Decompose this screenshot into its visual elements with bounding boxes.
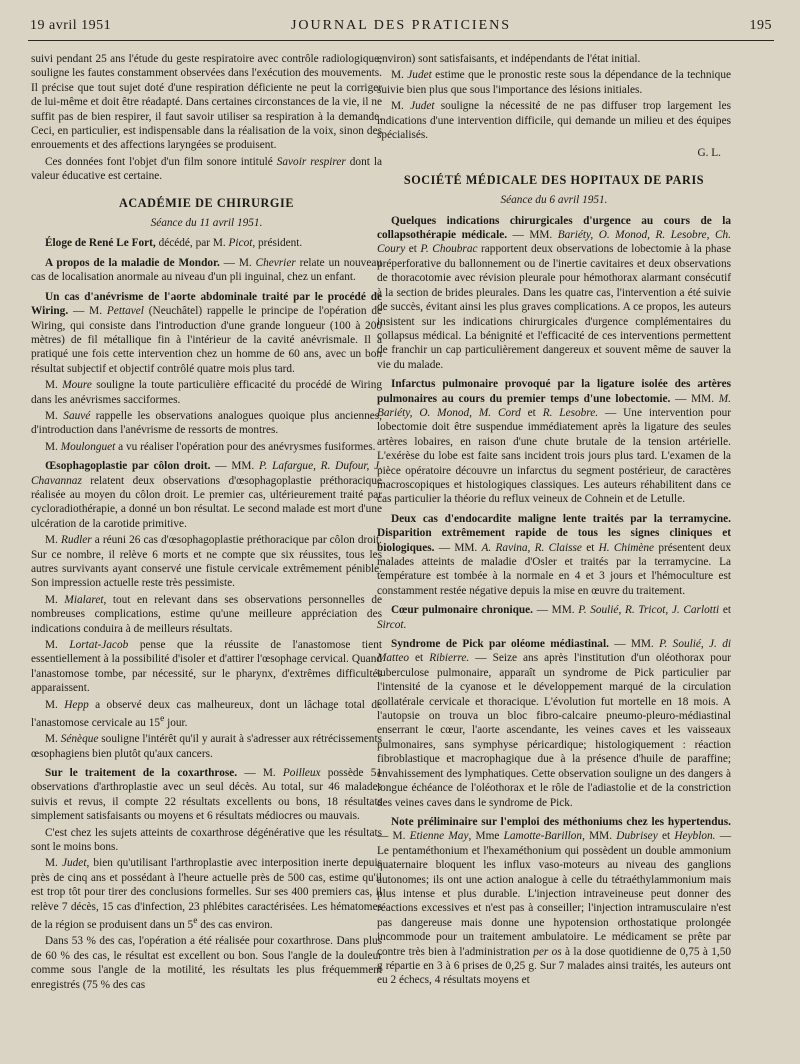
- header-date: 19 avril 1951: [30, 18, 112, 33]
- article: Éloge de René Le Fort, décédé, par M. Picot, président.: [45, 237, 303, 250]
- article: Cœur pulmonaire chronique. — MM. P. Soulié, R. Tricot, J. Carlotti et Sircot.: [377, 604, 732, 631]
- page-number: 195: [749, 18, 772, 33]
- paragraph: M. Judet souligne la nécessité de ne pas diffuser trop largement les indications d'une intervention difficile, qui demande un milieu et des équipes spécialisés.: [377, 100, 731, 142]
- paragraph: C'est chez les sujets atteints de coxarthrose dégénérative que les résultats sont le moins bons.: [31, 826, 382, 854]
- paragraph: Ces données font l'objet d'un film sonore intitulé Savoir respirer dont la valeur éducative est certaine.: [31, 155, 382, 183]
- article: Note préliminaire sur l'emploi des méthoniums chez les hypertendus. — M. Etienne May, Mme Lamotte-Barillon, MM. Dubrisey et Heyblon. — Le pentaméthonium et l'hexaméthonium qui possèdent un double ammonium quaternaire bloquent les influx vaso-moteurs au niveau des ganglions autonomes; ils ont une action analogue à celle du tétraéthylammonium mais plus intense et plus durable. L'injection intraveineuse peut donner des réactions excessives et n'est pas à conseiller; l'injection intramusculaire n'est pas dangereuse mais donne une hypotension orthostatique prolongée incommode pour un traitement ambulatoire. Le médicament se prête par contre très bien à l'administration per os à la dose quotidienne de 0,75 à 1,50 g répartie en 3 à 6 prises de 0,25 g. Sur 7 malades ainsi traités, les auteurs ont eu 2 échecs, 4 résultats moyens et: [377, 815, 732, 987]
- article-title: Syndrome de Pick par oléome médiastinal.: [391, 638, 609, 651]
- article-title: Infarctus pulmonaire provoqué par la ligature isolée des artères pulmonaires au cours du premier temps d'une lobectomie.: [377, 378, 731, 405]
- section-title: SOCIÉTÉ MÉDICALE DES HOPITAUX DE PARIS: [403, 172, 705, 187]
- section-title: ACADÉMIE DE CHIRURGIE: [118, 195, 295, 210]
- article-title: Œsophagoplastie par côlon droit.: [45, 460, 211, 473]
- paragraph: M. Judet, bien qu'utilisant l'arthroplastie avec interposition inerte depuis près de cinq ans et possédant à l'heure actuelle près de 500 cas, estime qu'il est trop tôt pour tirer des conclusions formelles. Sur ses 400 premiers cas, il relève 7 décès, 15 cas d'infection, 23 phlébites caractérisées. Les hématomes de la région se produisent dans un 5e des cas environ.: [31, 857, 382, 931]
- session-date: Séance du 11 avril 1951.: [150, 217, 263, 230]
- article: Œsophagoplastie par côlon droit. — MM. P. Lafargue, R. Dufour, J. Chavannaz relatent deux observations d'œsophagoplastie préthoracique réalisée au moyen du côlon droit. Le premier cas, ultérieurement traité par cycloradiothérapie, a donné un bon résultat. Le second malade est mort d'une ulcération de la carotide primitive.: [31, 460, 382, 530]
- left-column: [31, 52, 382, 992]
- article-title: Quelques indications chirurgicales d'urgence au cours de la collapsothérapie médicale.: [377, 214, 731, 242]
- article-title: Note préliminaire sur l'emploi des méthoniums chez les hypertendus.: [391, 815, 731, 828]
- paragraph: Dans 53 % des cas, l'opération a été réalisée pour coxarthrose. Dans plus de 60 % des cas, le résultat est excellent ou bon. Sous l'angle de la douleur comme sous l'angle de la motilité, les résultats les plus fréquemment enregistrés (75 % des cas: [31, 935, 382, 991]
- paragraph: M. Hepp a observé deux cas malheureux, dont un lâchage total de l'anastomose cervicale au 15e jour.: [31, 698, 382, 729]
- session-date: Séance du 6 avril 1951.: [500, 194, 608, 207]
- article-title: Deux cas d'endocardite maligne lente traités par la terramycine. Disparition extrêmement rapide de tous les signes cliniques et biologiques.: [377, 512, 731, 554]
- article: Syndrome de Pick par oléome médiastinal. — MM. P. Soulié, J. di Matteo et Ribierre. — Seize ans après l'institution d'un oléothorax pour tuberculose pulmonaire, apparaît un syndrome de Pick particulier par l'intensité de la cyanose et le développement marqué de la circulation collatérale cervicale et thoracique. L'évolution fut mortelle en 18 mois. A l'autopsie on trouva un bloc fibro-calcaire pneumo-pleuro-médiastinal enserrant le cœur, l'aorte ascendante, les veines caves et les vaisseaux pulmonaires, sans symphyse péricardique; histologiquement : réaction fibroblastique et macrophagique due à la présence d'huile de paraffine; envahissement des lymphatiques. Cette observation souligne un des dangers à longue échéance de l'oléothorax et le rôle de l'adiastolie et de la constriction des veines caves dans le syndrome de Pick.: [377, 638, 731, 809]
- journal-title: JOURNAL DES PRATICIENS: [290, 18, 512, 33]
- article-title: Cœur pulmonaire chronique.: [391, 604, 534, 617]
- paragraph: M. Mialaret, tout en relevant dans ses observations personnelles de nombreuses complications, estime qu'une meilleure appréciation des indications conduira à de meilleurs résultats.: [31, 593, 382, 635]
- author-signature: G. L.: [697, 147, 721, 160]
- article: Sur le traitement de la coxarthrose. — M. Poilleux possède 51 observations d'arthroplastie avec un seul décès. Au total, sur 46 malades suivis et revus, il compte 22 résultats excellents ou bons, 18 résultats simplement satisfaisants ou moyens et 6 résultats médiocres ou mauvais.: [31, 767, 383, 823]
- article: Un cas d'anévrisme de l'aorte abdominale traité par le procédé de Wiring. — M. Pettavel (Neuchâtel) rappelle le principe de l'opération de Wiring, qui consiste dans l'introduction d'une grande longueur (100 à 200 mètres) de fil métallique fin à l'intérieur de la cavité anévrismale. Il a pratiqué une fois cette intervention chez un homme de 60 ans, avec un bon résultat subjectif et objectif contrôlé quatre mois plus tard.: [31, 290, 382, 375]
- article-title: Sur le traitement de la coxarthrose.: [45, 767, 238, 780]
- paragraph: M. Moure souligne la toute particulière efficacité du procédé de Wiring dans les anévrismes sacciformes.: [31, 379, 382, 406]
- paragraph: environ) sont satisfaisants, et indépendants de l'état initial.: [377, 53, 641, 65]
- paragraph: M. Sénèque souligne l'intérêt qu'il y aurait à s'adresser aux rétrécissements œsophagiens bien plutôt qu'aux cancers.: [31, 733, 382, 760]
- article: Infarctus pulmonaire provoqué par la ligature isolée des artères pulmonaires au cours du premier temps d'une lobectomie. — MM. M. Bariéty, O. Monod, M. Cord et R. Lesobre. — Une intervention pour lobectomie doit être suspendue immédiatement après la ligature des seules artères lobaires, en raison d'une chute brutale de la tension artérielle. L'exérèse du lobe est faite sans incident trois jours plus tard. L'examen de la pièce opératoire découvre un infarctus du segment postérieur, de caractères macroscopiques et histologiques classiques. Les auteurs réhabilitent dans ce cas particulier la théorie du reflux veineux de Cohnein et de Letulle.: [377, 378, 732, 506]
- paragraph: M. Rudler a réuni 26 cas d'œsophagoplastie préthoracique par côlon droit. Sur ce nombre, il relève 6 morts et ne compte que six réussites, tous les autres survivants ayant conservé une fistule cervicale extrêmement pénible. Son impression actuelle reste très pessimiste.: [31, 534, 382, 590]
- article-title: Un cas d'anévrisme de l'aorte abdominale traité par le procédé de Wiring.: [31, 290, 382, 318]
- paragraph: M. Sauvé rappelle les observations analogues quoique plus anciennes, d'introduction dans l'anévrisme de ressorts de montres.: [31, 409, 382, 437]
- article-title: A propos de la maladie de Mondor.: [45, 256, 220, 269]
- paragraph: M. Lortat-Jacob pense que la réussite de l'anastomose tient essentiellement à la possibilité d'isoler et d'attirer l'œsophage cervical. Quand l'anastomose tombe, par nécessité, sur le pharynx, d'extrêmes difficultés apparaissent.: [31, 639, 382, 695]
- paragraph: suivi pendant 25 ans l'étude du geste respiratoire avec contrôle radiologique, souligne les fautes constamment observées dans l'exécution des mouvements. Il précise que tout sujet doté d'une respiration déficiente ne peut la corriger de lui-même et doit être réadapté. Dans certaines circonstances de la vie, il ne suffit pas de bien respirer, il faut savoir utiliser sa respiration à la demande. Ceci, en particulier, est indispensable dans la réalisation de la voix, sinon des enrouements et des affections laryngées se produisent.: [31, 53, 382, 152]
- article: A propos de la maladie de Mondor. — M. Chevrier relate un nouveau cas de localisation anormale au niveau d'un pli inguinal, chez un enfant.: [31, 256, 383, 284]
- page-header: [28, 16, 774, 38]
- article: Quelques indications chirurgicales d'urgence au cours de la collapsothérapie médicale. — MM. Bariéty, O. Monod, R. Lesobre, Ch. Coury et P. Choubrac rapportent deux observations de lobectomie à la phase préperforative du ballonnement ou de l'inertie cavitaires et deux observations de thoracotomie avec révision pleurale pour hémothorax alarmant consécutif à la section de brides pleurales. Dans les quatre cas, l'intervention a été suivie de succès, évitant ainsi les plus graves complications. A ce propos, les auteurs insistent sur les indications chirurgicales d'urgence complémentaires du collapsus médical. La bénignité et l'efficacité de ces interventions permettent de franchir un cap particulièrement dangereux et souvent même de sauver la vie du malade.: [377, 214, 732, 371]
- paragraph: M. Moulonguet a vu réaliser l'opération pour des anévrysmes fusiformes.: [45, 440, 376, 453]
- paragraph: M. Judet estime que le pronostic reste sous la dépendance de la technique suivie bien plus que sous l'importance des lésions initiales.: [377, 69, 731, 96]
- right-column: [377, 52, 731, 988]
- article: Deux cas d'endocardite maligne lente traités par la terramycine. Disparition extrêmement rapide de tous les signes cliniques et biologiques. — MM. A. Ravina, R. Claisse et H. Chimène présentent deux malades atteints de maladie d'Osler et traités par la terramycine. La température est tombée à la normale en 4 et 3 jours et l'hémoculture est constamment restée négative depuis la mise en œuvre du traitement.: [377, 512, 731, 597]
- article-title: Éloge de René Le Fort,: [45, 237, 156, 250]
- header-rule: [28, 40, 774, 41]
